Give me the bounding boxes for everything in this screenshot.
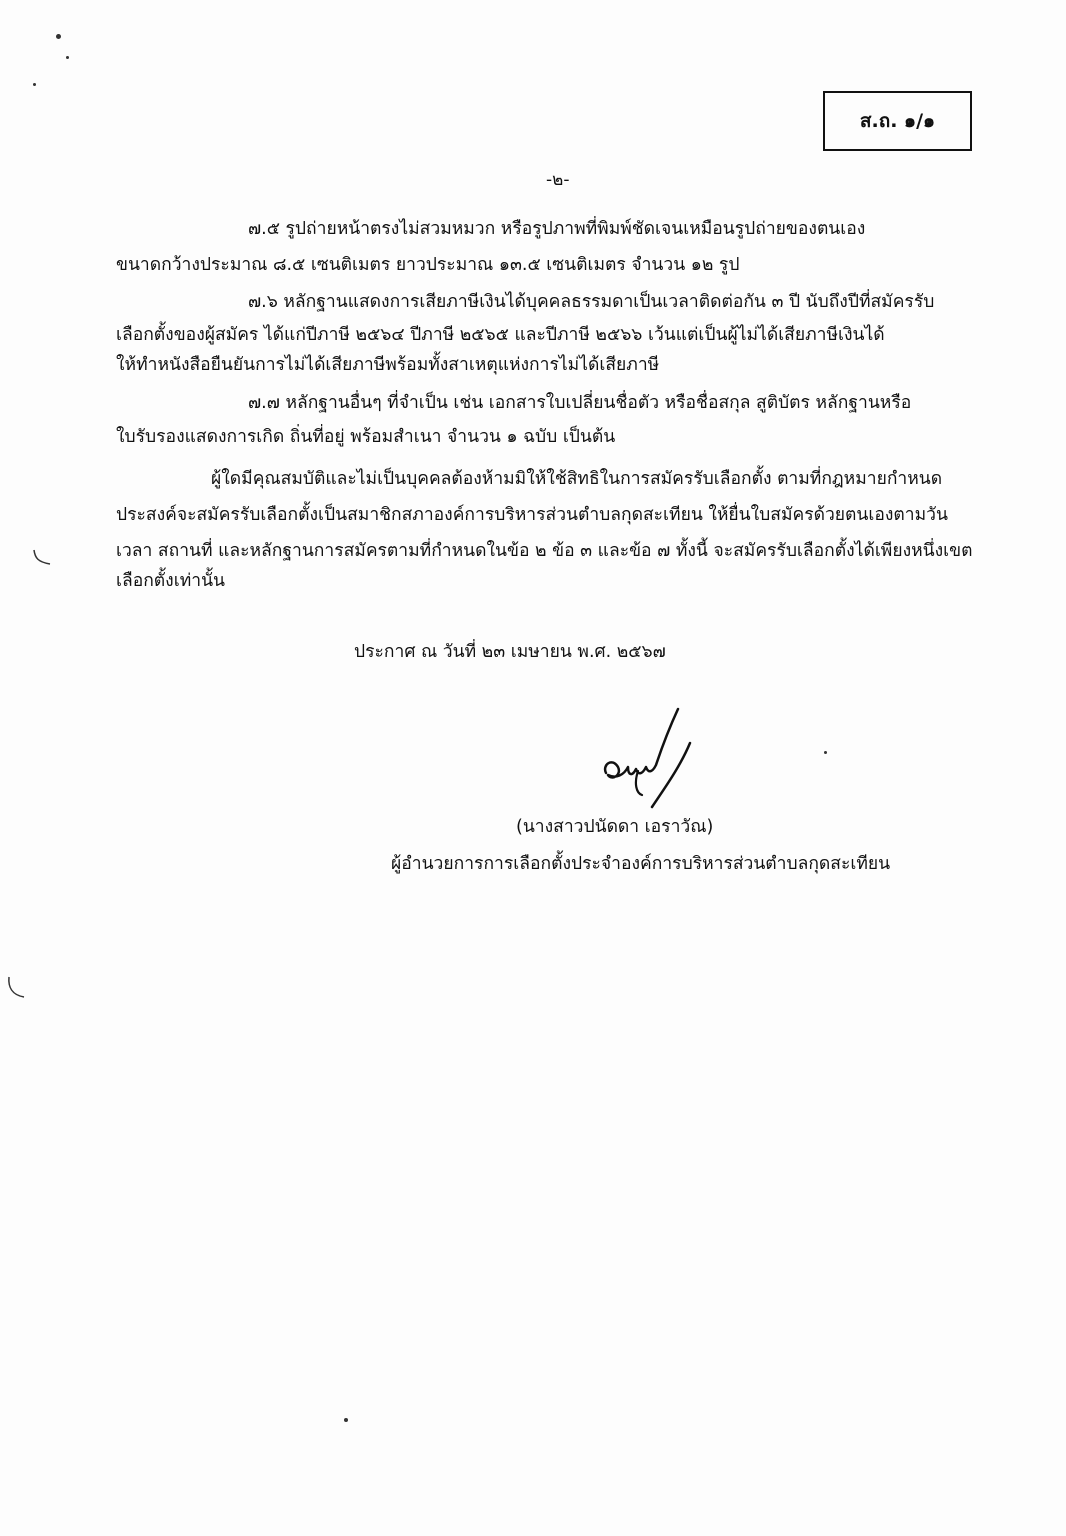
signature (598, 705, 708, 810)
closing-line-2: ประสงค์จะสมัครรับเลือกตั้งเป็นสมาชิกสภาองค์การบริหารส่วนตำบลกุดสะเทียน ให้ยื่นใบสมัครด้วยตนเองตามวัน (116, 505, 948, 525)
item-7-6-line-3: ให้ทำหนังสือยืนยันการไม่ได้เสียภาษีพร้อมทั้งสาเหตุแห่งการไม่ได้เสียภาษี (116, 355, 660, 375)
signatory-name: (นางสาวปนัดดา เอราวัณ) (516, 817, 714, 837)
scan-mark (30, 548, 54, 568)
closing-line-1: ผู้ใดมีคุณสมบัติและไม่เป็นบุคคลต้องห้ามมิให้ใช้สิทธิในการสมัครรับเลือกตั้ง ตามที่กฎหมายกำหนด (211, 469, 943, 489)
scan-mark (4, 975, 28, 1001)
scan-speck (824, 751, 827, 754)
item-7-5-line-1: ๗.๕ รูปถ่ายหน้าตรงไม่สวมหมวก หรือรูปภาพที่พิมพ์ชัดเจนเหมือนรูปถ่ายของตนเอง (248, 219, 866, 239)
scan-speck (56, 34, 61, 39)
form-code-box (823, 91, 972, 151)
page-number: -๒- (546, 170, 570, 190)
announcement-date: ประกาศ ณ วันที่ ๒๓ เมษายน พ.ศ. ๒๕๖๗ (354, 642, 666, 662)
scan-speck (344, 1418, 348, 1422)
item-7-7-line-1: ๗.๗ หลักฐานอื่นๆ ที่จำเป็น เช่น เอกสารใบเปลี่ยนชื่อตัว หรือชื่อสกุล สูติบัตร หลักฐานหรือ (248, 393, 912, 413)
scan-speck (66, 56, 69, 59)
item-7-6-line-1: ๗.๖ หลักฐานแสดงการเสียภาษีเงินได้บุคคลธรรมดาเป็นเวลาติดต่อกัน ๓ ปี นับถึงปีที่สมัครรับ (248, 292, 935, 312)
closing-line-3: เวลา สถานที่ และหลักฐานการสมัครตามที่กำหนดในข้อ ๒ ข้อ ๓ และข้อ ๗ ทั้งนี้ จะสมัครรับเลือกตั้งได้เพียงหนึ่งเขต (116, 541, 973, 561)
item-7-7-line-2: ใบรับรองแสดงการเกิด ถิ่นที่อยู่ พร้อมสำเนา จำนวน ๑ ฉบับ เป็นต้น (116, 427, 616, 447)
closing-line-4: เลือกตั้งเท่านั้น (116, 571, 225, 591)
scan-speck (33, 83, 36, 86)
form-code: ส.ถ. ๑/๑ (859, 110, 936, 132)
signatory-title: ผู้อำนวยการการเลือกตั้งประจำองค์การบริหารส่วนตำบลกุดสะเทียน (391, 854, 891, 874)
item-7-5-line-2: ขนาดกว้างประมาณ ๘.๕ เซนติเมตร ยาวประมาณ ๑๓.๕ เซนติเมตร จำนวน ๑๒ รูป (116, 255, 740, 275)
item-7-6-line-2: เลือกตั้งของผู้สมัคร ได้แก่ปีภาษี ๒๕๖๔ ปีภาษี ๒๕๖๕ และปีภาษี ๒๕๖๖ เว้นแต่เป็นผู้ไม่ได้เสียภาษีเงินได้ (116, 325, 885, 345)
